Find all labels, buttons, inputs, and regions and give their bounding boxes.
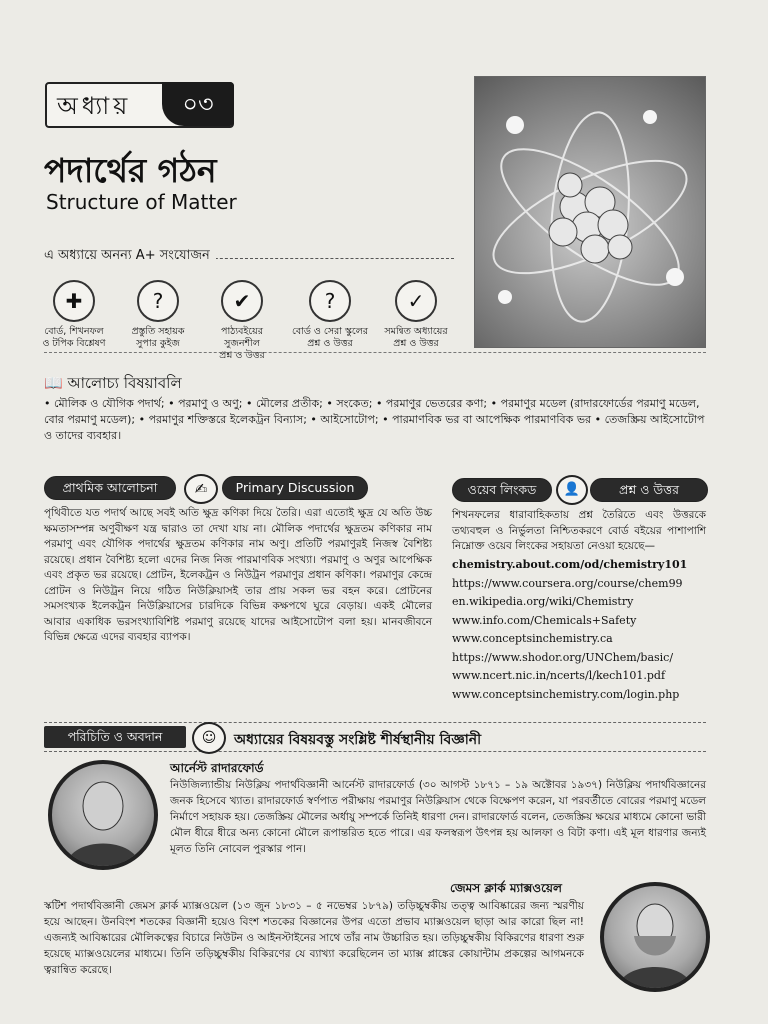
extras-item-line1: প্রস্তুতি সহায়ক bbox=[131, 326, 185, 337]
scientists-section-header bbox=[44, 722, 706, 752]
chapter-number: ০৩ bbox=[162, 82, 234, 126]
extras-item-board bbox=[34, 280, 114, 350]
primary-discussion-text: পৃথিবীতে যত পদার্থ আছে সবই অতি ক্ষুদ্র কণিকা দিয়ে তৈরি। এরা এতোই ক্ষুদ্র যে অতি উচ্চ ক্ষমতাসম্পন্ন অণুবীক্ষণ যন্ত্র দ্বারাও তা দেখা যায় না। মৌলিক পদার্থের ক্ষুদ্রতম কণিকার নাম পরমাণু এবং যৌগিক পদার্থের ক্ষুদ্রতম কণিকার নাম অণু। প্রতিটি পরমাণুরই নিজস্ব বৈশিষ্ট্য রয়েছে। প্রধান বৈশিষ্ট্য হলো এদের নিজ নিজ পারমাণবিক সংখ্যা। পরমাণু ও অণুর আপেক্ষিক এবং প্রকৃত ভর রয়েছে। প্রোটন, ইলেকট্রন ও নিউট্রন পরমাণুর প্রধান কণিকা। পরমাণুর কেন্দ্রে প্রোটন ও নিউট্রন নিয়ে গঠিত নিউক্লিয়াসই তার প্রায় সকল ভর বহন করে। প্রোটনের সমসংখ্যক ইলেকট্রন নিউক্লিয়াসের চারদিকে বিভিন্ন কক্ষপথে ঘুরে বেড়ায়। একই মৌলের আবার একাধিক ভরসংখ্যাবিশিষ্ট পরমাণু রয়েছে যাদের আইসোটোপ বলা হয়। মানবজীবনে বিভিন্ন ক্ষেত্রে এদের ব্যবহার ব্যাপক। bbox=[44, 507, 432, 643]
weblinks-label-2: প্রশ্ন ও উত্তর bbox=[590, 478, 708, 502]
intro-label: পরিচিতি ও অবদান bbox=[44, 726, 186, 748]
chapter-badge bbox=[45, 82, 234, 128]
weblink-item[interactable]: https://www.shodor.org/UNChem/basic/ bbox=[452, 650, 674, 664]
scientist-name-rutherford: আর্নেস্ট রাদারফোর্ড bbox=[170, 761, 264, 775]
topics-heading-text: আলোচ্য বিষয়াবলি bbox=[67, 374, 182, 392]
board-analysis-icon: ✚ bbox=[53, 280, 95, 322]
person-icon bbox=[604, 886, 706, 988]
atom-illustration bbox=[474, 76, 706, 348]
extras-item-line2: ও টপিক বিশ্লেষণ bbox=[42, 338, 106, 349]
weblink-item[interactable]: www.ncert.nic.in/ncerts/l/kech101.pdf bbox=[452, 669, 666, 682]
rutherford-portrait bbox=[48, 760, 158, 870]
primary-label-en: Primary Discussion bbox=[222, 476, 368, 500]
section-divider bbox=[44, 352, 706, 353]
extras-item-line2: প্রশ্ন ও উত্তর bbox=[219, 350, 265, 361]
extras-item-school bbox=[290, 280, 370, 350]
scientist-bio-maxwell: স্কটিশ পদার্থবিজ্ঞানী জেমস ক্লার্ক ম্যাক্সওয়েল (১৩ জুন ১৮৩১ – ৫ নভেম্বর ১৮৭৯) তড়িচ্চুম্বকীয় তত্ত্ব আবিষ্কারের জন্য স্মরণীয় হয়ে আছেন। উনবিংশ শতকের বিজ্ঞানী হয়েও বিংশ শতকের বিজ্ঞানের উপর এতো প্রভাব ম্যাক্সওয়েল ছাড়া আর কারো ছিল না! এজন্যই আবিষ্কারের মৌলিকত্বের বিচারে নিউটন ও আইনস্টাইনের সাথে তাঁর নাম উচ্চারিত হয়। তড়িচ্চুম্বকীয় বিকিরণের ধারণা শুরু হয়েছে ম্যাক্সওয়েলের মাধ্যমে। তিনি তড়িচ্চুম্বকীয় বিকিরণের যে ব্যাখ্যা করেছিলেন তা ম্যাক্স প্লাঙ্কের কোয়ান্টাম প্রকল্পের আগমনকে ত্বরান্বিত করেছে। bbox=[44, 900, 584, 976]
weblink-item[interactable]: www.conceptsinchemistry.ca bbox=[452, 632, 613, 645]
weblinks-intro: শিখনফলের ধারাবাহিকতায় প্রশ্ন তৈরিতে এবং উত্তরকে তথ্যবহুল ও নির্ভুলতা নিশ্চিতকরণে বোর্ড বইয়ের পাশাপাশি নিম্নোক্ত ওয়েব লিংকের সহায়তা নেওয়া হয়েছে— bbox=[452, 509, 706, 552]
extras-item-line2: সুপার কুইজ bbox=[136, 338, 180, 349]
topics-heading bbox=[44, 372, 182, 397]
person-icon bbox=[52, 764, 154, 866]
primary-discussion-header bbox=[44, 474, 366, 500]
primary-label-bn: প্রাথমিক আলোচনা bbox=[44, 476, 176, 500]
extras-item-line2: প্রশ্ন ও উত্তর bbox=[307, 338, 353, 349]
extras-item-line2: প্রশ্ন ও উত্তর bbox=[393, 338, 439, 349]
extras-item-line1: পাঠ্যবইয়ের সুজনশীল bbox=[221, 326, 263, 349]
weblinks-list bbox=[452, 556, 710, 704]
book-check-icon: ✔ bbox=[221, 280, 263, 322]
scientist-bio-rutherford: নিউজিল্যান্ডীয় নিউক্লিয় পদার্থবিজ্ঞানী আর্নেস্ট রাদারফোর্ড (৩০ আগস্ট ১৮৭১ – ১৯ অক্টোবর ১৯৩৭) নিউক্লিয় পদার্থবিজ্ঞানের জনক হিসেবে খ্যাত। রাদারফোর্ড স্বর্ণপাত পরীক্ষায় পরমাণুর নিউক্লিয়াস থেকে বিক্ষেপণ করেন, যা পরবর্তীতে বোরের পরমাণু মডেল নির্মাণে সহায়ক হয়। তেজস্ক্রিয় মৌলের অর্ধায়ু সম্পর্কে তিনিই ধারণা দেন। রাদারফোর্ড বলেন, তেজস্ক্রিয় ক্ষয়ের মাধ্যমে কোনো ভারী মৌল ধীরে ধীরে অন্য কোনো মৌলে রূপান্তরিত হতে পারে। এর ফলস্বরূপ উৎপন্ন হয় আলফা ও বিটা কণা। এই মূল ধারণার জন্যই মূলত তিনি নোবেল পুরস্কার পান। bbox=[170, 779, 706, 855]
book-open-icon: 📖 bbox=[44, 374, 63, 392]
chapter-title-en: Structure of Matter bbox=[46, 190, 237, 214]
question-icon: ? bbox=[137, 280, 179, 322]
weblink-item[interactable]: www.info.com/Chemicals+Safety bbox=[452, 613, 637, 627]
atom-icon bbox=[475, 77, 705, 347]
integrated-icon: ✓ bbox=[395, 280, 437, 322]
chapter-title-bn: পদার্থের গঠন bbox=[44, 151, 217, 190]
chapter-label: অধ্যায় bbox=[57, 92, 132, 120]
intro-heading: অধ্যায়ের বিষয়বস্তু সংশ্লিষ্ট শীর্ষস্থানীয় বিজ্ঞানী bbox=[234, 732, 482, 748]
extras-item-quiz bbox=[118, 280, 198, 350]
maxwell-portrait bbox=[600, 882, 710, 992]
weblink-item[interactable]: https://www.coursera.org/course/chem99 bbox=[452, 576, 683, 590]
school-question-icon: ? bbox=[309, 280, 351, 322]
pen-icon: ✍ bbox=[184, 474, 218, 504]
weblink-item[interactable]: www.conceptsinchemistry.com/login.php bbox=[452, 687, 680, 701]
extras-label: এ অধ্যায়ে অনন্য A+ সংযোজন bbox=[44, 246, 216, 267]
weblinks-header bbox=[452, 476, 706, 502]
extras-item-line1: বোর্ড ও সেরা স্কুলের bbox=[291, 326, 369, 337]
extras-item-line1: সমন্বিত অধ্যায়ের bbox=[384, 326, 448, 337]
scientist-icon: ☺ bbox=[192, 722, 226, 754]
topics-list: • মৌলিক ও যৌগিক পদার্থ; • পরমাণু ও অণু; • মৌলের প্রতীক; • সংকেত; • পরমাণুর ভেতরের কণা; • পরমাণুর মডেল (রাদারফোর্ডের পরমাণু মডেল, বোর পরমাণু মডেল); • পরমাণুর শক্তিস্তরে ইলেকট্রন বিন্যাস; • আইসোটোপ; • পারমাণবিক ভর বা আপেক্ষিক পারমাণবিক ভর • তেজস্ক্রিয় আইসোটোপ ও তাদের ব্যবহার। bbox=[44, 397, 705, 442]
weblink-item[interactable]: en.wikipedia.org/wiki/Chemistry bbox=[452, 595, 634, 608]
scientist-name-maxwell: জেমস ক্লার্ক ম্যাক্সওয়েল bbox=[450, 881, 562, 895]
weblinks-label: ওয়েব লিংকড bbox=[452, 478, 552, 502]
extras-item-textbook bbox=[202, 280, 282, 362]
user-icon: 👤 bbox=[556, 475, 588, 505]
extras-item-line1: বোর্ড, শিখনফল bbox=[44, 326, 104, 337]
weblink-item[interactable]: chemistry.about.com/od/chemistry101 bbox=[452, 558, 688, 571]
extras-item-integrated bbox=[376, 280, 456, 350]
